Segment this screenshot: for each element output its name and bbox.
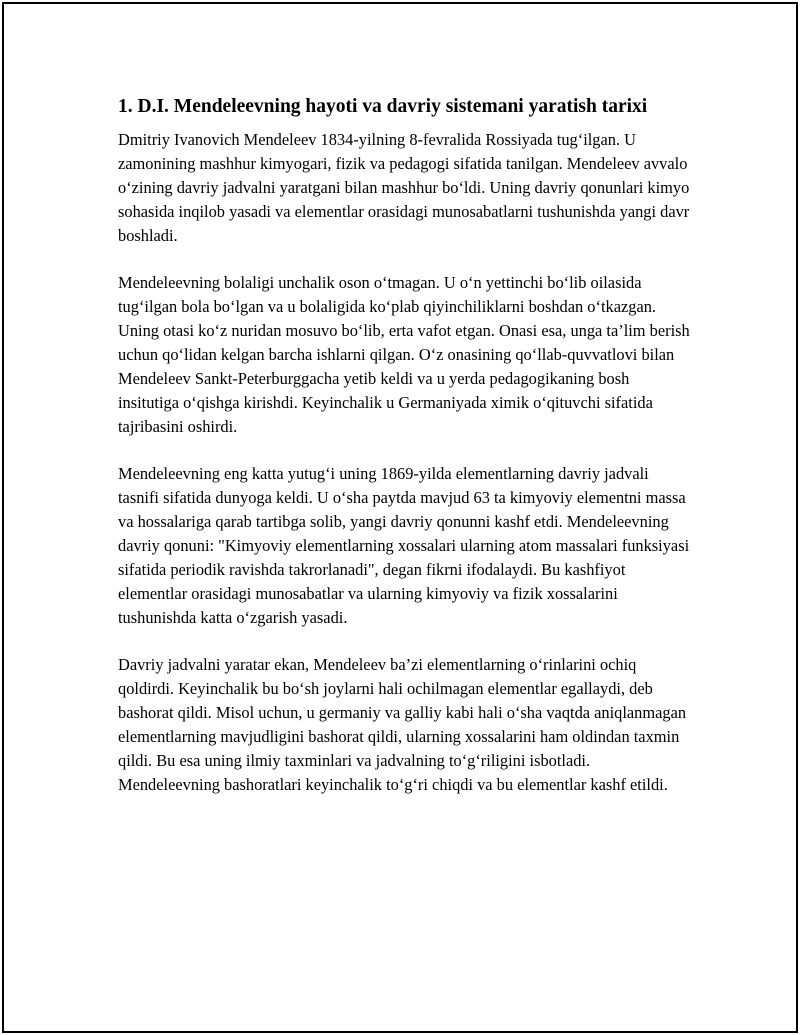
paragraph-periodic-law: Mendeleevning eng katta yutug‘i uning 1869-yilda elementlarning davriy jadvali tasnifi sifatida dunyoga keldi. U o‘sha paytda mavjud 63 ta kimyoviy elementni massa va hossalariga qarab tartibga solib, yangi davriy qonunni kashf etdi. Mendeleevning davriy qonuni: "Kimyoviy elementlarning xossalari ularning atom massalari funksiyasi sifatida periodik ravishda takrorlanadi", degan fikrni ifodalaydi. Bu kashfiyot elementlar orasidagi munosabatlar va ularning kimyoviy va fizik xossalarini tushunishda katta o‘zgarish yasadi. <box>118 464 690 627</box>
paragraph-childhood: Mendeleevning bolaligi unchalik oson o‘tmagan. U o‘n yettinchi bo‘lib oilasida tug‘ilgan bola bo‘lgan va u bolaligida ko‘plab qiyinchiliklarni boshdan o‘tkazgan. Uning otasi ko‘z nuridan mosuvo bo‘lib, erta vafot etgan. Onasi esa, unga ta’lim berish uchun qo‘lidan kelgan barcha ishlarni qilgan. O‘z onasining qo‘llab-quvvatlovi bilan Mendeleev Sankt-Peterburggacha yetib keldi va u yerda pedagogikaning bosh insitutiga o‘qishga kirishdi. Keyinchalik u Germaniyada ximik o‘qituvchi sifatida tajribasini oshirdi. <box>118 273 690 436</box>
document-body <box>118 93 692 820</box>
paragraph-predictions: Davriy jadvalni yaratar ekan, Mendeleev ba’zi elementlarning o‘rinlarini ochiq qoldirdi. Keyinchalik bu bo‘sh joylarni hali ochilmagan elementlar egallaydi, deb bashorat qildi. Misol uchun, u germaniy va galliy kabi hali o‘sha vaqtda aniqlanmagan elementlarning mavjudligini bashorat qildi, ularning xossalarini ham oldindan taxmin qildi. Bu esa uning ilmiy taxminlari va jadvalning to‘g‘riligini isbotladi. Mendeleevning bashoratlari keyinchalik to‘g‘ri chiqdi va bu elementlar kashf etildi. <box>118 655 687 794</box>
section-heading: 1. D.I. Mendeleevning hayoti va davriy sistemani yaratish tarixi <box>118 96 648 117</box>
paragraph-birth: Dmitriy Ivanovich Mendeleev 1834-yilning 8-fevralida Rossiyada tug‘ilgan. U zamonining mashhur kimyogari, fizik va pedagogi sifatida tanilgan. Mendeleev avvalo o‘zining davriy jadvalni yaratgani bilan mashhur bo‘ldi. Uning davriy qonunlari kimyo sohasida inqilob yasadi va elementlar orasidagi munosabatlarni tushunishda yangi davr boshladi. <box>118 130 690 245</box>
